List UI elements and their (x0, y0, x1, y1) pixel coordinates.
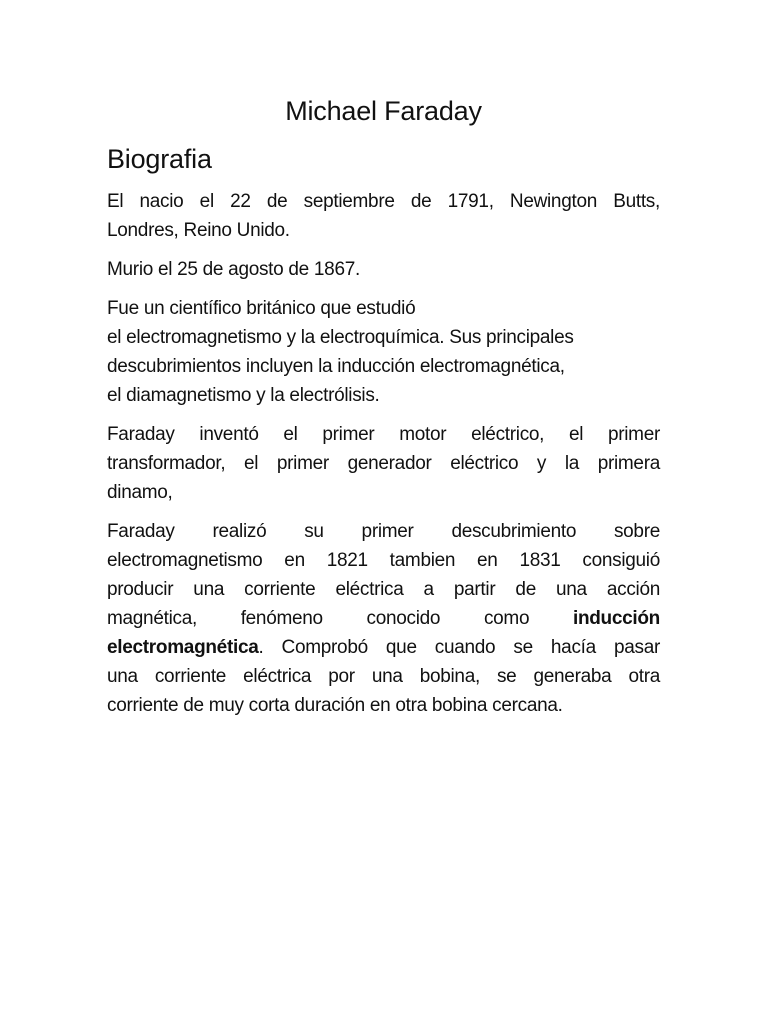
bold-term-induccion: inducción (572, 608, 660, 629)
paragraph-inventions (107, 420, 660, 507)
discovery-line-7: corriente de muy corta duración en otra bobina cercana. (107, 695, 563, 716)
discovery-line-5-text: . Comprobó que cuando se hacía pasar (258, 637, 660, 658)
bold-term-electromagnetica: electromagnética (107, 637, 259, 658)
discovery-line-4 (107, 604, 660, 633)
document-title: Michael Faraday (285, 96, 482, 126)
section-heading-biografia: Biografia (107, 144, 212, 174)
inventions-line-1: Faraday inventó el primer motor eléctrico, el primer (107, 424, 660, 445)
discovery-line-5 (107, 633, 660, 662)
discovery-line-6: una corriente eléctrica por una bobina, se generaba otra (107, 666, 660, 687)
about-line-2: el electromagnetismo y la electroquímica. Sus principales (107, 327, 574, 348)
paragraph-discovery (107, 517, 660, 720)
about-line-1: Fue un científico británico que estudió (107, 298, 416, 319)
death-line: Murio el 25 de agosto de 1867. (107, 259, 360, 280)
paragraph-birth (107, 187, 660, 245)
about-line-4: el diamagnetismo y la electrólisis. (107, 385, 380, 406)
paragraph-about (107, 294, 660, 410)
paragraph-death (107, 255, 660, 284)
discovery-line-1: Faraday realizó su primer descubrimiento sobre (107, 521, 660, 542)
discovery-line-3: producir una corriente eléctrica a partir de una acción (107, 579, 660, 600)
inventions-line-3: dinamo, (107, 482, 173, 503)
inventions-line-2: transformador, el primer generador eléctrico y la primera (107, 453, 660, 474)
birth-line-1: El nacio el 22 de septiembre de 1791, Newington Butts, (107, 191, 660, 212)
discovery-line-4-text: magnética, fenómeno conocido como (107, 608, 530, 629)
about-line-3: descubrimientos incluyen la inducción electromagnética, (107, 356, 565, 377)
birth-line-2: Londres, Reino Unido. (107, 220, 290, 241)
discovery-line-2: electromagnetismo en 1821 tambien en 1831 consiguió (107, 550, 660, 571)
